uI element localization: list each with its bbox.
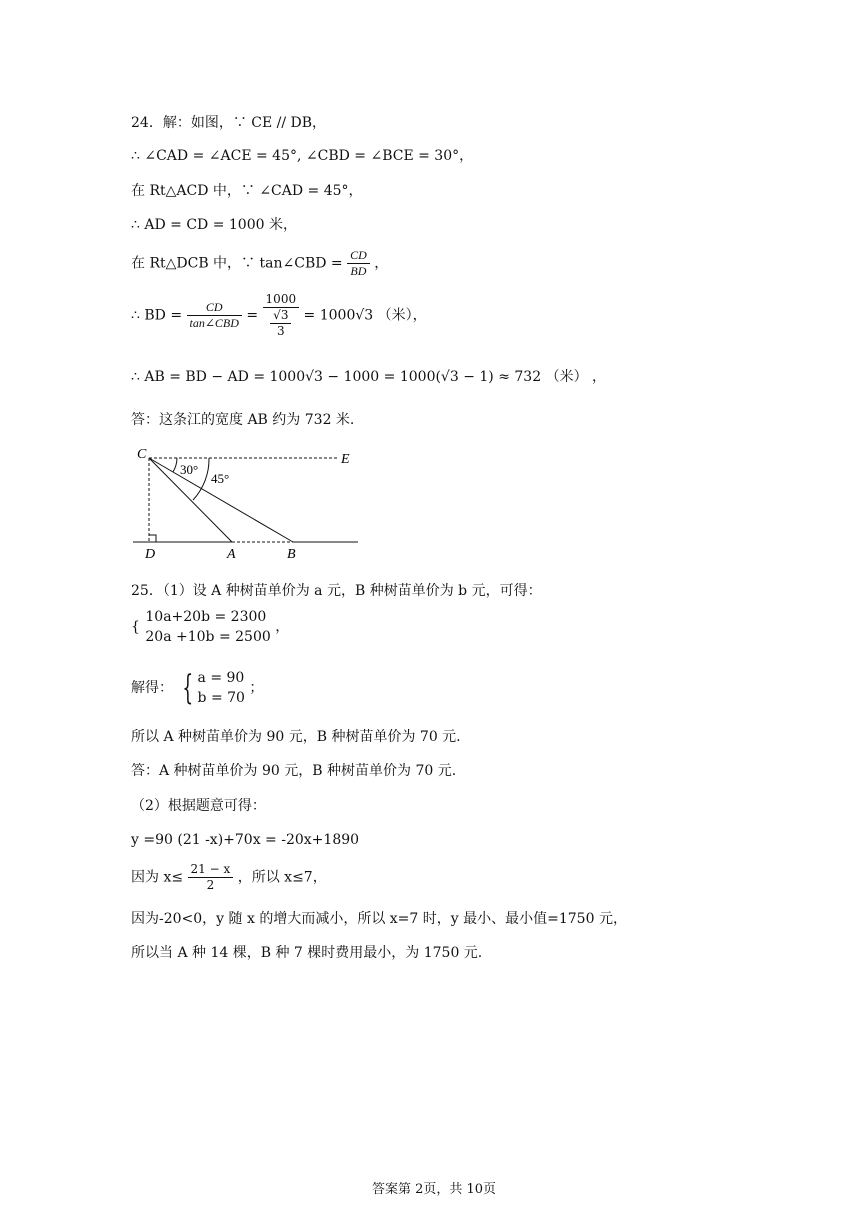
sqrt3-numerator: √3 [270,308,291,324]
q24-line-2: ∴ ∠CAD = ∠ACE = 45°, ∠CBD = ∠BCE = 30°， [131,148,474,164]
sqrt3-over-3-fraction [270,308,291,339]
q24-line-6: ∴ BD = $\frac{CD}{\text{tan∠CBD}}$ = $\frac{1000}{\frac{√3}{3}}$ = 1000√3 （米）， [131,292,427,338]
constraint-denominator: 2 [206,878,215,892]
constraint-fraction [188,862,234,893]
label-b: B [287,547,296,562]
angle-arc-30 [173,458,177,472]
bd-fraction-denominator: tan∠CBD [189,316,239,330]
solution-b: b = 70 [197,690,245,706]
q24-line-5 [131,248,388,279]
q25-constraint [131,862,327,893]
bd-fraction [187,300,242,331]
q24-line-6-post: = 1000√3 （米）， [303,307,427,324]
right-angle-mark [149,535,156,542]
constraint-numerator: 21 − x [188,862,234,878]
solution-a: a = 90 [197,670,245,686]
q25-part2-intro: （2）根据题意可得： [131,798,266,814]
q25-cost-function: y =90 (21 -x)+70x = -20x+1890 [131,832,360,848]
system-brace: { [131,619,140,635]
equation-system [131,607,289,647]
q25-part1-intro: 25．（1）设 A 种树苗单价为 a 元，B 种树苗单价为 b 元，可得： [131,583,542,599]
q24-line-1: 24．解：如图，∵ CE // DB， [131,115,327,131]
q24-line-7: ∴ AB = BD − AD = 1000√3 − 1000 = 1000(√3 − 1) ≈ 732 （米） ， [131,369,607,385]
solution-system [131,668,263,708]
q24-line-3: 在 Rt△ACD 中，∵ ∠CAD = 45°， [131,183,363,199]
q24-answer: 答：这条江的宽度 AB 约为 732 米. [131,412,355,428]
label-a: A [227,547,236,562]
label-c: C [137,447,147,462]
value-fraction [263,292,300,339]
page-footer: 答案第 2页，共 10页 [371,1182,497,1197]
solution-brace: { [182,668,194,708]
tan-fraction [347,248,370,279]
tan-fraction-denominator: BD [350,264,367,278]
bd-fraction-numerator: CD [187,300,242,316]
label-d: D [145,547,156,562]
q25-monotonic: 因为-20<0，y 随 x 的增大而减小，所以 x=7 时，y 最小、最小值=1750 元， [131,911,627,927]
tan-fraction-numerator: CD [347,248,370,264]
q24-line-5-pre: 在 Rt△DCB 中，∵ tan∠CBD = [131,255,348,272]
equation-end: ， [275,619,290,635]
q25-final: 所以当 A 种 14 棵，B 种 7 棵时费用最小，为 1750 元. [131,945,483,961]
angle-label-30: 30° [180,462,199,477]
geometry-figure [125,440,365,565]
q24-line-6-pre: ∴ BD = [131,307,187,324]
q25-conclusion: 所以 A 种树苗单价为 90 元，B 种树苗单价为 70 元. [131,729,461,745]
equation-2: 20a +10b = 2500 [145,629,271,645]
solve-label: 解得： [131,680,173,696]
sqrt3-denominator: 3 [276,324,285,338]
constraint-pre: 因为 x≤ [131,869,184,886]
value-fraction-numerator: 1000 [263,292,300,308]
label-e: E [341,452,350,467]
equation-1: 10a+20b = 2300 [145,609,267,625]
constraint-post: ，所以 x≤7， [237,869,327,886]
solution-end: ； [249,680,264,696]
q24-line-5-post: ， [374,255,389,272]
angle-label-45: 45° [211,471,230,486]
q25-answer: 答：A 种树苗单价为 90 元，B 种树苗单价为 70 元. [131,763,457,779]
q24-line-4: ∴ AD = CD = 1000 米， [131,217,297,233]
